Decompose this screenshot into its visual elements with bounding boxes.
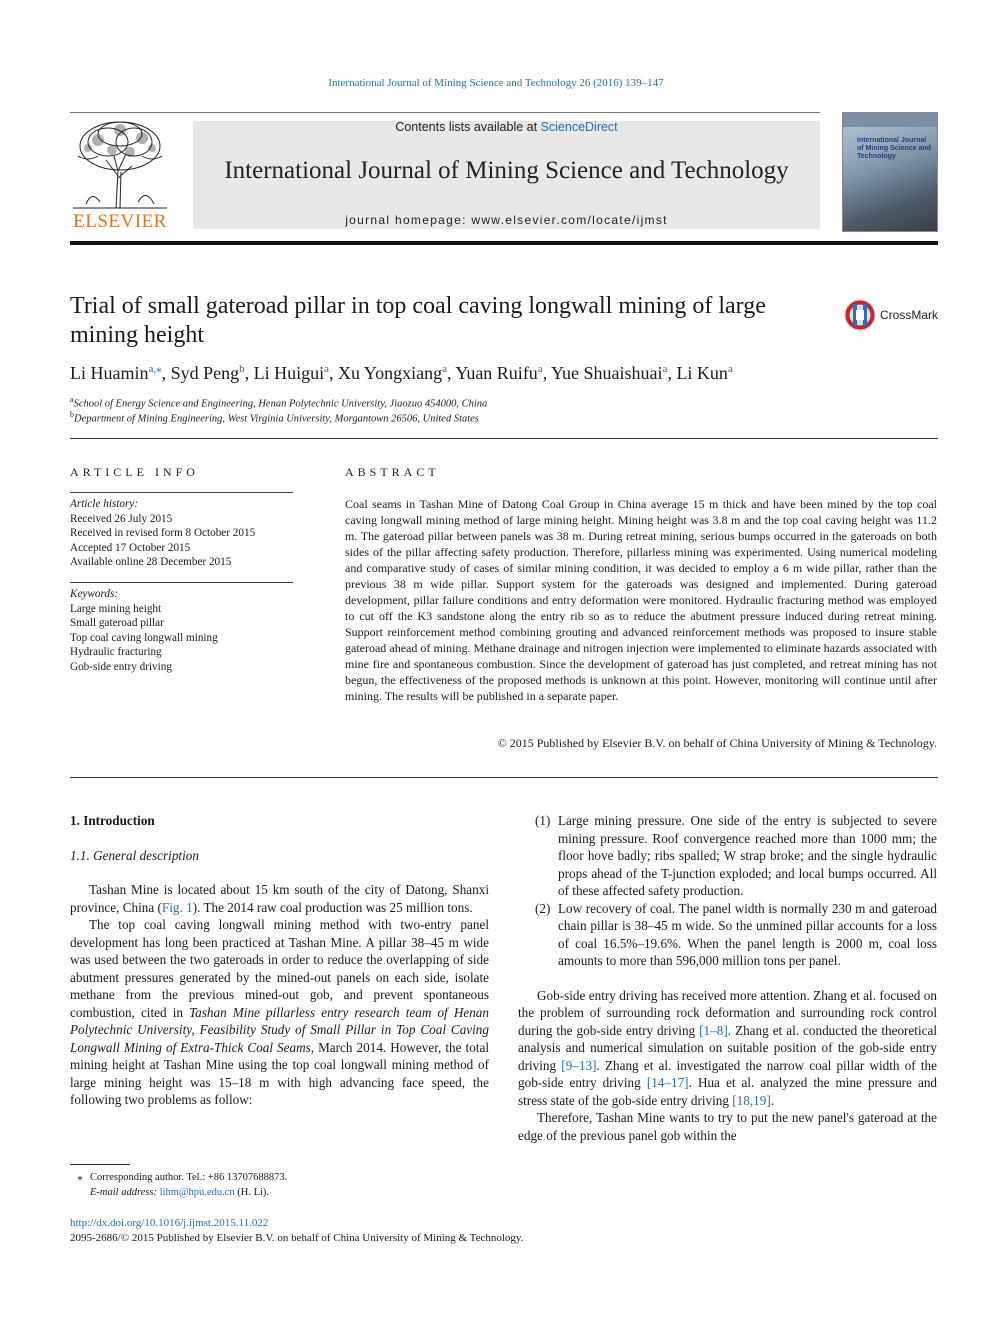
footnote-rule: [70, 1164, 130, 1165]
author-sup[interactable]: a: [324, 363, 330, 375]
paragraph: [70, 916, 489, 1109]
list-item: [518, 900, 937, 970]
crossmark-icon: [843, 298, 877, 332]
footnote-email: [90, 1187, 510, 1198]
author-sup[interactable]: a: [662, 363, 668, 375]
author[interactable]: Yuan Ruifu: [455, 363, 538, 383]
history-item: Received 26 July 2015: [70, 512, 173, 525]
author[interactable]: Syd Peng: [170, 363, 240, 383]
cover-band: [843, 113, 937, 127]
crossmark-badge[interactable]: [843, 298, 943, 334]
author-sup[interactable]: b: [239, 363, 245, 375]
article-history: [70, 497, 300, 570]
homepage-url[interactable]: www.elsevier.com/locate/ijmst: [471, 213, 668, 227]
author[interactable]: Xu Yongxiang: [338, 363, 443, 383]
section-heading: 1. Introduction: [70, 813, 155, 828]
subsection-heading: 1.1. General description: [70, 847, 199, 863]
list-number: (1): [535, 813, 551, 828]
journal-citation[interactable]: International Journal of Mining Science and Technology 26 (2016) 139–147: [328, 77, 664, 89]
text: , March 2014. However, the total mining height at Tashan Mine using the top coal longwall mining method of large mining height was 15–18 m with high advancing face speed, the following two problems as follow:: [70, 1039, 489, 1107]
reference-link[interactable]: [18,19]: [732, 1092, 771, 1108]
reference-link[interactable]: [14–17]: [646, 1075, 689, 1090]
affiliation-sup: a: [70, 395, 74, 404]
email-suffix: (H. Li).: [234, 1187, 270, 1198]
abstract-heading: ABSTRACT: [345, 465, 440, 479]
body-left-column: [70, 812, 489, 1109]
text: .: [770, 1092, 775, 1108]
keywords: [70, 587, 300, 674]
homepage-prefix: journal homepage:: [345, 213, 472, 227]
text: . Zhang et al. investigated the narrow coal pillar width of the gob-side entry driving: [518, 1057, 937, 1090]
paragraph: [70, 881, 489, 916]
footnote-marker: ⁎: [77, 1172, 83, 1183]
keyword: Top coal caving longwall mining: [70, 631, 218, 644]
article-info-rule: [70, 492, 293, 493]
affiliation-sup: b: [70, 410, 74, 419]
issn-copyright: 2095-2686/© 2015 Published by Elsevier B.V. on behalf of China University of Mining & Technology.: [70, 1232, 524, 1244]
affiliation-a: [70, 395, 930, 410]
journal-cover-thumbnail[interactable]: [842, 112, 938, 232]
author-list: Li Huamin$^{a,⁎}$, Syd Peng$^b$, Li Huigui$^a$, Xu Yongxiang$^a$, Yuan Ruifu$^a$, Yue Shuaishuai$^a$, Li Kun$^a$: [70, 363, 733, 383]
journal-homepage: [193, 213, 820, 227]
paragraph: [518, 987, 937, 1110]
author-sup[interactable]: a: [537, 363, 543, 375]
list-text: Low recovery of coal. The panel width is normally 230 m and gateroad chain pillar is 38–45 m wide. So the unmined pillar accounts for a loss of coal 16.5%–19.6%. When the panel length is 2000 m, coal loss amounts to more than 596,000 million tons per panel.: [558, 900, 937, 968]
reference-link[interactable]: [9–13]: [561, 1057, 597, 1073]
history-item: Accepted 17 October 2015: [70, 541, 191, 554]
history-label: Article history:: [70, 498, 139, 510]
list-number: (2): [535, 900, 551, 916]
keyword: Large mining height: [70, 602, 162, 615]
history-item: Available online 28 December 2015: [70, 556, 232, 568]
author-sup[interactable]: a,⁎: [148, 363, 162, 375]
author-sup[interactable]: a: [727, 363, 733, 375]
abstract-copyright: © 2015 Published by Elsevier B.V. on behalf of China University of Mining & Technology.: [497, 736, 937, 750]
abstract-divider: [70, 777, 938, 778]
history-item: Received in revised form 8 October 2015: [70, 527, 256, 539]
email-link[interactable]: lihm@hpu.edu.cn: [159, 1187, 235, 1198]
paragraph: [518, 1109, 937, 1144]
author[interactable]: Li Huigui: [253, 363, 325, 383]
text: . Zhang et al. conducted the theoretical analysis and numerical simulation on suitable position of the gob-side entry driving: [518, 1022, 937, 1073]
author[interactable]: Li Kun: [676, 363, 728, 383]
email-label: E-mail address:: [90, 1187, 160, 1198]
doi-link[interactable]: http://dx.doi.org/10.1016/j.ijmst.2015.11.022: [70, 1217, 269, 1229]
author-sup[interactable]: a: [442, 363, 447, 375]
abstract-text: Coal seams in Tashan Mine of Datong Coal Group in China average 15 m thick and have been mined by the top coal caving longwall mining method of large mining height. Mining height was 3.8 m and the top coal caving height was 11.2 m. The gateroad pillar between panels was 38 m. During retreat mining, serious bumps occurred in the gateroads on both sides of the pillar affecting safety production. Therefore, pillarless mining was experimented. Using numerical modeling and comparative study of cases of similar mining condition, it was decided to employ a 6 m wide pillar, rather than the previous 38 m wide pillar. Support system for the gateroads was designed and implemented. During gateroad development, pillar failure conditions and entry deformation were monitored. Hydraulic fracturing method was employed to cut off the K3 sandstone along the entry rib so as to reduce the abutment pressure induced during retreat mining. Support reinforcement method combining grouting and advanced reinforcement methods was proposed to insure stable gateroad ahead of mining. Methane drainage and nitrogen injection were implemented to eliminate hazards associated with mine fire and spontaneous combustion. Since the development of gateroad has just completed, and retreat mining has not begun, the effectiveness of the proposed methods is unknown at this point. However, monitoring will continue until after mining. The results will be published in a separate paper.: [345, 497, 937, 703]
text: Tashan Mine is located about 15 km south of the city of Datong, Shanxi province, China (: [70, 882, 489, 915]
elsevier-wordmark: ELSEVIER: [73, 211, 167, 232]
crossmark-label: CrossMark: [880, 308, 939, 322]
text: . Hua et al. analyzed the mine pressure and stress state of the gob-side entry driving: [518, 1075, 938, 1108]
cited-report: Tashan Mine pillarless entry research team of Henan Polytechnic University, Feasibility Study of Small Pillar in Top Coal Caving Longwall Mining of Extra-Thick Coal Seams: [70, 1004, 489, 1055]
text: The top coal caving longwall mining method with two-entry panel development has long been practiced at Tashan Mine. A pillar 38–45 m wide was used between the two gateroads in order to reduce the overlapping of side abutment pressures generated by the mined-out panels on each side, isolate methane from the previous mined-out gob, and prevent spontaneous combustion, cited in: [70, 917, 489, 1020]
title-divider: [70, 438, 938, 439]
text: Gob-side entry driving has received more attention. Zhang et al. focused on the problem of surrounding rock deformation and surrounding rock control during the gob-side entry driving: [518, 987, 937, 1038]
header-thick-rule: [70, 241, 938, 245]
text: ). The 2014 raw coal production was 25 million tons.: [192, 899, 473, 915]
keywords-rule: [70, 582, 293, 583]
journal-name: International Journal of Mining Science and Technology: [224, 157, 789, 184]
cover-title: International Journal of Mining Science and Technology: [857, 137, 931, 160]
affiliation-b: [70, 410, 930, 425]
reference-link[interactable]: [1–8]: [699, 1022, 728, 1038]
list-text: Large mining pressure. One side of the entry is subjected to severe mining pressure. Roof convergence reached more than 1000 mm; the floor hove badly; ribs spalled; W strap broke; and the single hydraulic props ahead of the T-junction exploded; and local bumps occurred. All of these affected safety production.: [558, 813, 937, 898]
tree-icon: [68, 116, 172, 211]
header-rule: [70, 112, 820, 113]
keyword: Hydraulic fracturing: [70, 646, 162, 658]
article-title: Trial of small gateroad pillar in top coal caving longwall mining of large mining height: [70, 293, 766, 348]
text: Therefore, Tashan Mine wants to try to put the new panel's gateroad at the edge of the previous panel gob within the: [518, 1110, 937, 1143]
figure-link[interactable]: Fig. 1: [161, 899, 193, 915]
list-item: [518, 812, 937, 900]
keyword: Small gateroad pillar: [70, 617, 164, 629]
contents-line: [193, 120, 820, 134]
affiliation-text: Department of Mining Engineering, West Virginia University, Morgantown 26506, United States: [74, 413, 479, 425]
sciencedirect-link[interactable]: ScienceDirect: [540, 120, 618, 134]
article-info-heading: ARTICLE INFO: [70, 465, 199, 479]
keyword: Gob-side entry driving: [70, 660, 172, 673]
author[interactable]: Yue Shuaishuai: [551, 363, 663, 383]
footnote-corresponding: [70, 1171, 490, 1183]
author[interactable]: Li Huamin: [70, 363, 149, 383]
keywords-label: Keywords:: [70, 588, 119, 600]
contents-prefix: Contents lists available at: [395, 120, 541, 134]
affiliation-text: School of Energy Science and Engineering, Henan Polytechnic University, Jiaozuo 454000, China: [73, 398, 488, 410]
footnote-text: Corresponding author. Tel.: +86 13707688873.: [90, 1172, 288, 1183]
body-right-column: [518, 812, 937, 1144]
